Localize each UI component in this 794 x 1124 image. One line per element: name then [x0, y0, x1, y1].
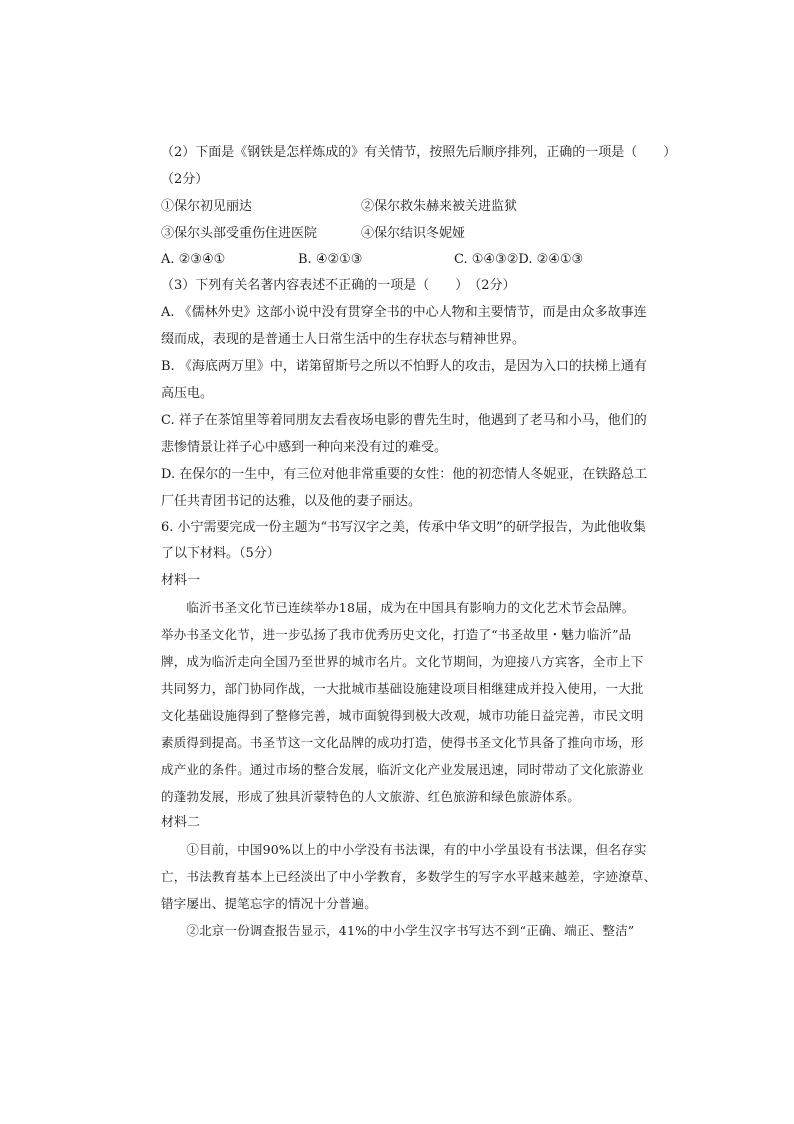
q3-stem: （3）下列有关名著内容表述不正确的一项是（ ） （2分） [161, 278, 516, 293]
material1-line: 举办书圣文化节，进一步弘扬了我市优秀历史文化，打造了“书圣故里・魅力临沂”品 [161, 627, 632, 642]
q3-option-a-line2: 缀而成，表现的是普通士人日常生活中的生存状态与精神世界。 [161, 332, 526, 347]
q3-option-b-line1: B. 《海底两万里》中，诺第留斯号之所以不怕野人的攻击，是因为入口的扶梯上通有 [161, 359, 647, 374]
material1-line: 成产业的条件。通过市场的整合发展，临沂文化产业发展迅速，同时带动了文化旅游业 [161, 762, 644, 777]
material2-line: 错字屡出、提笔忘字的情况十分普遍。 [161, 896, 377, 911]
q3-option-c-line1: C. 祥子在茶馆里等着同朋友去看夜场电影的曹先生时，他遇到了老马和小马，他们的 [161, 413, 647, 428]
material1-line: 牌，成为临沂走向全国乃至世界的城市名片。文化节期间，为迎接八方宾客，全市上下 [161, 654, 644, 669]
q3-option-a-line1: A. 《儒林外史》这部小说中没有贯穿全书的中心人物和主要情节，而是由众多故事连 [161, 305, 647, 320]
q2-choice-a: A. ②③④① [161, 252, 226, 267]
q2-stem-line1: （2）下面是《钢铁是怎样炼成的》有关情节，按照先后顺序排列，正确的一项是（ ） [161, 145, 677, 160]
q3-option-d-line2: 厂任共青团书记的达雅，以及他的妻子丽达。 [161, 494, 422, 509]
q2-option-4: ④保尔结识冬妮娅 [361, 226, 466, 241]
material1-line: 临沂书圣文化节已连续举办18届，成为在中国具有影响力的文化艺术节会品牌。 [161, 600, 635, 615]
material2-heading: 材料二 [161, 815, 201, 830]
q3-option-c-line2: 悲惨情景让祥子心中感到一种向来没有过的难受。 [161, 440, 448, 455]
material1-line: 的蓬勃发展，形成了独具沂蒙特色的人文旅游、红色旅游和绿色旅游体系。 [161, 789, 581, 804]
q2-choice-b: B. ④②①③ [298, 252, 363, 267]
material1-line: 素质得到提高。书圣节这一文化品牌的成功打造，使得书圣文化节具备了推向市场，形 [161, 735, 644, 750]
q2-stem-line2: （2分） [161, 172, 209, 187]
material1-heading: 材料一 [161, 573, 201, 588]
q2-option-1: ①保尔初见丽达 [161, 199, 253, 214]
q6-stem-line1: 6. 小宁需要完成一份主题为“书写汉字之美，传承中华文明”的研学报告，为此他收集 [161, 520, 646, 535]
material2-line: ②北京一份调查报告显示，41%的中小学生汉字书写达不到“正确、端正、整洁” [161, 923, 635, 938]
material1-line: 文化基础设施得到了整修完善，城市面貌得到极大改观，城市功能日益完善，市民文明 [161, 708, 644, 723]
material2-line: ①目前，中国90%以上的中小学没有书法课，有的中小学虽设有书法课，但名存实 [161, 842, 647, 857]
q6-stem-line2: 了以下材料。（5分） [161, 546, 280, 561]
material2-line: 亡，书法教育基本上已经淡出了中小学教育，多数学生的写字水平越来越差，字迹潦草、 [161, 869, 657, 884]
material1-line: 共同努力，部门协同作战，一大批城市基础设施建设项目相继建成并投入使用，一大批 [161, 681, 644, 696]
q2-choice-cd: C. ①④③②D. ②④①③ [454, 252, 584, 267]
q3-option-d-line1: D. 在保尔的一生中，有三位对他非常重要的女性：他的初恋情人冬妮亚，在铁路总工 [161, 467, 648, 482]
q2-option-3: ③保尔头部受重伤住进医院 [161, 226, 318, 241]
q2-option-2: ②保尔救朱赫来被关进监狱 [361, 199, 518, 214]
q3-option-b-line2: 高压电。 [161, 386, 214, 401]
